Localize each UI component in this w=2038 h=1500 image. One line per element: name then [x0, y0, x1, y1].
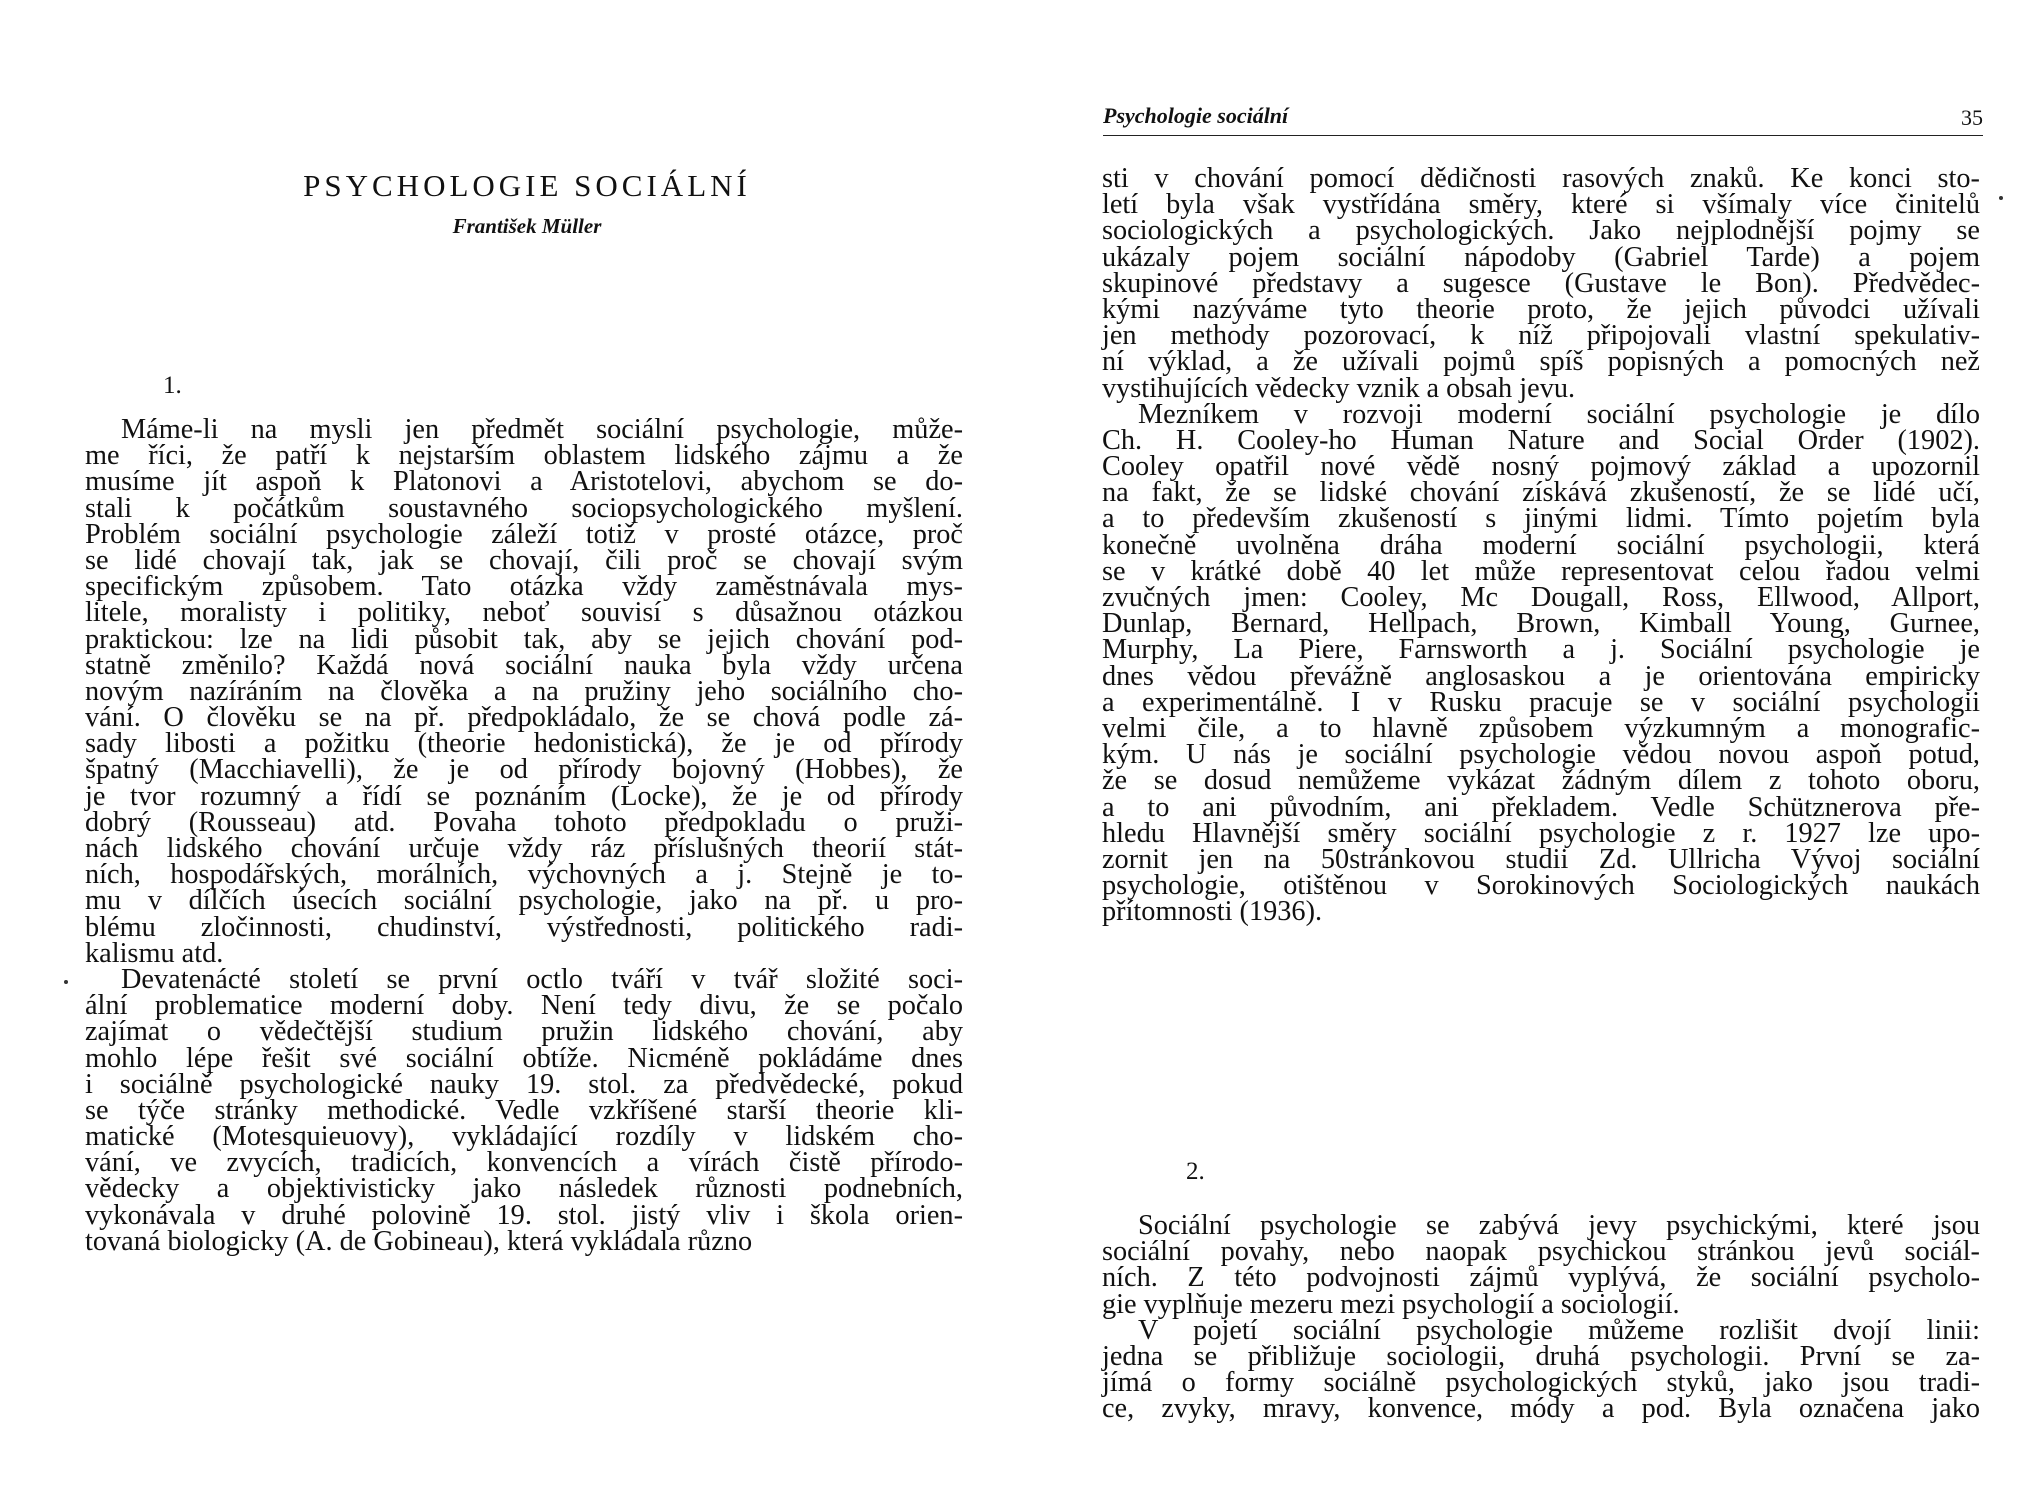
text-line: sociologických a psychologických. Jako nejplodnější pojmy se [1102, 215, 1980, 247]
page-number: 35 [1961, 105, 1983, 130]
text-line: V pojetí sociální psychologie můžeme rozlišit dvojí linii: [1138, 1314, 1980, 1346]
text-line: Cooley opatřil nové vědě nosný pojmový základ a upozornil [1102, 451, 1980, 483]
text-line: ních. Z této podvojnosti zájmů vyplývá, že sociální psycholo- [1102, 1262, 1980, 1294]
text-line: Dunlap, Bernard, Hellpach, Brown, Kimball Young, Gurnee, [1102, 608, 1980, 640]
text-line: blému zločinnosti, chudinství, výstřednosti, politického radi- [85, 911, 963, 943]
print-speck [1999, 196, 2003, 200]
text-line: a experimentálně. I v Rusku pracuje se v sociální psychologii [1102, 686, 1980, 718]
text-line: psychologie, otištěnou v Sorokinových Sociologických naukách [1102, 870, 1980, 902]
text-line: vystihujících vědecky vznik a obsah jevu. [1102, 372, 1576, 404]
text-line: nách lidského chování určuje vždy ráz příslušných theorií stát- [85, 833, 963, 864]
text-line: jímá o formy sociálně psychologických styků, jako jsou tradi- [1102, 1367, 1980, 1399]
text-line: Mezníkem v rozvoji moderní sociální psychologie je dílo [1138, 398, 1980, 430]
text-line: Ch. H. Cooley-ho Human Nature and Social Order (1902). [1102, 424, 1980, 456]
text-line: dobrý (Rousseau) atd. Povaha tohoto předpokladu o pruži- [85, 806, 963, 838]
text-line: hledu Hlavnější směry sociální psychologie z r. 1927 lze upo- [1102, 817, 1980, 849]
text-line: me říci, že patří k nejstarším oblastem lidského zájmu a že [85, 440, 963, 472]
text-line: sociální povahy, nebo naopak psychickou stránkou jevů sociál- [1102, 1236, 1980, 1268]
text-line: Problém sociální psychologie záleží totiž v prosté otázce, proč [85, 518, 963, 550]
text-line: Máme-li na mysli jen předmět sociální psychologie, může- [121, 414, 963, 445]
text-line: kým. U nás je sociální psychologie vědou novou aspoň potud, [1102, 739, 1980, 771]
text-line: jedna se přibližuje sociologii, druhá psychologii. První se za- [1102, 1340, 1980, 1372]
right-body-text [1102, 163, 1980, 928]
text-line: kými nazýváme tyto theorie proto, že jejich původci užívali [1102, 293, 1980, 325]
text-line: zvučných jmen: Cooley, Mc Dougall, Ross, Ellwood, Allport, [1102, 582, 1980, 613]
article-title: PSYCHOLOGIE SOCIÁLNÍ [303, 168, 751, 203]
text-line: novým nazíráním na člověka a na pružiny jeho sociálního cho- [85, 675, 963, 707]
running-head-title: Psychologie sociální [1103, 103, 1289, 128]
text-line: matické (Motesquieuovy), vykládající rozdíly v lidském cho- [85, 1121, 963, 1153]
text-line: mu v dílčích úsecích sociální psychologie, jako na př. u pro- [85, 885, 963, 917]
text-line: vědecky a objektivisticky jako následek různosti podnebních, [85, 1173, 963, 1205]
text-line: i sociálně psychologické nauky 19. stol. za předvědecké, pokud [85, 1068, 963, 1100]
text-line: kalismu atd. [85, 937, 224, 969]
print-speck [64, 980, 68, 984]
text-line: konečně uvolněna dráha moderní sociální psychologii, která [1102, 529, 1980, 561]
text-line: mohlo lépe řešit své sociální obtíže. Nicméně pokládáme dnes [85, 1042, 963, 1074]
section-number-2: 2. [1186, 1158, 1205, 1185]
text-line: ce, zvyky, mravy, konvence, módy a pod. Byla označena jako [1102, 1393, 1980, 1425]
text-line: vání, ve zvycích, tradicích, konvencích a vírách čistě přírodo- [85, 1147, 963, 1179]
right-body-text-section-2 [1102, 1210, 1980, 1425]
text-line: zornit jen na 50stránkovou studii Zd. Ullricha Vývoj sociální [1102, 843, 1980, 875]
text-line: tovaná biologicky (A. de Gobineau), která vykládala různo [85, 1225, 753, 1257]
text-line: ukázaly pojem sociální nápodoby (Gabriel Tarde) a pojem [1102, 241, 1980, 273]
text-line: že se dosud nemůžeme vykázat žádným dílem z tohoto oboru, [1102, 765, 1980, 797]
text-line: vání. O člověku se na př. předpokládalo, že se chová podle zá- [85, 702, 963, 734]
text-line: velmi čile, a to hlavně způsobem výzkumným a monografic- [1102, 712, 1980, 744]
text-line: Devatenácté století se první octlo tváří v tvář složité soci- [121, 963, 963, 995]
text-line: se v krátké době 40 let může representovat celou řadou velmi [1102, 555, 1980, 587]
text-line: jen methody pozorovací, k níž připojovali vlastní spekulativ- [1102, 320, 1980, 352]
text-line: musíme jít aspoň k Platonovi a Aristotelovi, abychom se do- [85, 466, 963, 498]
text-line: letí byla však vystřídána směry, které si všímaly více činitelů [1102, 189, 1980, 221]
text-line: vykonávala v druhé polovině 19. stol. jistý vliv i škola orien- [85, 1199, 963, 1231]
text-line: sti v chování pomocí dědičnosti rasových znaků. Ke konci sto- [1102, 163, 1980, 194]
section-number-1: 1. [163, 372, 182, 399]
text-line: a to především zkušeností s jinými lidmi. Tímto pojetím byla [1102, 503, 1980, 535]
text-line: gie vyplňuje mezeru mezi psychologií a sociologií. [1102, 1288, 1680, 1320]
running-head [1103, 103, 1983, 136]
right-page [1019, 0, 2038, 1500]
article-author: František Müller [452, 214, 602, 238]
text-line: se týče stránky methodické. Vedle vzkříšené starší theorie kli- [85, 1094, 963, 1126]
text-line: dnes vědou převážně anglosaskou a je orientována empiricky [1102, 660, 1980, 692]
text-line: zajímat o vědečtější studium pružin lidského chování, aby [85, 1016, 963, 1048]
left-body-text [85, 414, 963, 1257]
text-line: ní výklad, a že užívali pojmů spíš popisných a pomocných než [1102, 346, 1980, 378]
text-line: ních, hospodářských, morálních, výchovných a j. Stejně je to- [85, 859, 963, 891]
text-line: špatný (Macchiavelli), že je od přírody bojovný (Hobbes), že [85, 754, 963, 786]
text-line: statně změnilo? Každá nová sociální nauka byla vždy určena [85, 649, 963, 681]
text-line: Murphy, La Piere, Farnsworth a j. Sociální psychologie je [1102, 634, 1980, 666]
text-line: stali k počátkům soustavného sociopsychologického myšlení. [85, 492, 963, 524]
text-line: se lidé chovají tak, jak se chovají, čili proč se chovají svým [85, 544, 963, 576]
text-line: skupinové představy a sugesce (Gustave le Bon). Předvědec- [1102, 267, 1980, 299]
text-line: specifickým způsobem. Tato otázka vždy zaměstnávala mys- [85, 571, 963, 603]
text-line: sady libosti a požitku (theorie hedonistická), že je od přírody [85, 728, 963, 760]
text-line: a to ani původním, ani překladem. Vedle Schütznerova pře- [1102, 791, 1980, 823]
text-line: přítomnosti (1936). [1102, 896, 1323, 928]
text-line: ální problematice moderní doby. Není tedy divu, že se počalo [85, 990, 963, 1022]
text-line: Sociální psychologie se zabývá jevy psychickými, které jsou [1138, 1210, 1980, 1241]
text-line: litele, moralisty i politiky, neboť souvisí s důsažnou otázkou [85, 597, 963, 629]
text-line: praktickou: lze na lidi působit tak, aby se jejich chování pod- [85, 623, 963, 655]
text-line: na fakt, že se lidské chování získává zkušeností, že se lidé učí, [1102, 477, 1980, 509]
text-line: je tvor rozumný a řídí se poznáním (Locke), že je od přírody [85, 780, 963, 812]
